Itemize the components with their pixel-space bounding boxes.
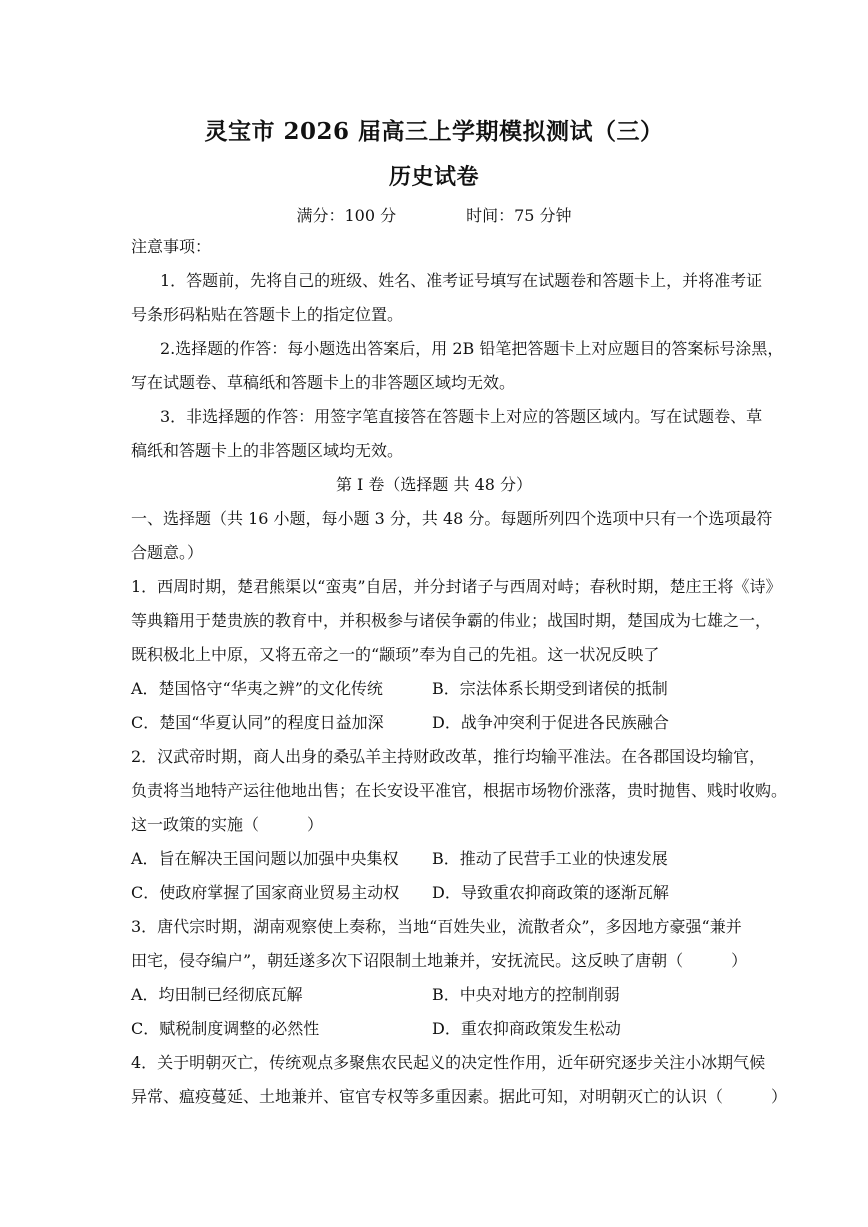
notice-line: 写在试题卷、草稿纸和答题卡上的非答题区域均无效。 <box>131 373 516 392</box>
notice-line: 1．答题前，先将自己的班级、姓名、准考证号填写在试题卷和答题卡上，并将准考证 <box>160 271 763 290</box>
option-b: B．宗法体系长期受到诸侯的抵制 <box>432 679 668 698</box>
exam-title: 灵宝市 2026 届高三上学期模拟测试（三） <box>204 118 664 145</box>
question-stem: 4．关于明朝灭亡，传统观点多聚焦农民起义的决定性作用，近年研究逐步关注小冰期气候 <box>131 1053 766 1072</box>
option-d: D．导致重农抑商政策的逐渐瓦解 <box>432 883 669 902</box>
exam-time: 时间：75 分钟 <box>466 206 572 225</box>
section-title: 第 I 卷（选择题 共 48 分） <box>335 475 533 494</box>
option-b: B．中央对地方的控制削弱 <box>432 985 620 1004</box>
option-b: B．推动了民营手工业的快速发展 <box>432 849 668 868</box>
notice-line: 2.选择题的作答：每小题选出答案后，用 2B 铅笔把答题卡上对应题目的答案标号涂黑， <box>160 339 784 358</box>
subject-title: 历史试卷 <box>388 164 479 190</box>
option-d: D．重农抑商政策发生松动 <box>432 1019 621 1038</box>
question-stem: 1．西周时期，楚君熊渠以“蛮夷”自居，并分封诸子与西周对峙；春秋时期，楚庄王将《诗》 <box>131 577 782 596</box>
option-a: A．楚国恪守“华夷之辨”的文化传统 <box>131 679 383 698</box>
section-instructions: 一、选择题（共 16 小题，每小题 3 分，共 48 分。每题所列四个选项中只有一个选项最符 <box>131 509 773 528</box>
question-stem: 2．汉武帝时期，商人出身的桑弘羊主持财政改革，推行均输平准法。在各郡国设均输官， <box>131 747 766 766</box>
notice-line: 稿纸和答题卡上的非答题区域均无效。 <box>131 441 404 460</box>
question-stem: 3．唐代宗时期，湖南观察使上奏称，当地“百姓失业，流散者众”，多因地方豪强“兼并 <box>131 917 742 936</box>
notice-line: 号条形码粘贴在答题卡上的指定位置。 <box>131 305 404 324</box>
question-stem: 异常、瘟疫蔓延、土地兼并、宦官专权等多重因素。据此可知，对明朝灭亡的认识（ ） <box>131 1087 788 1106</box>
option-c: C．赋税制度调整的必然性 <box>131 1019 320 1038</box>
full-score: 满分：100 分 <box>296 206 397 225</box>
option-d: D．战争冲突利于促进各民族融合 <box>432 713 669 732</box>
option-a: A．旨在解决王国问题以加强中央集权 <box>131 849 399 868</box>
question-stem: 既积极北上中原，又将五帝之一的“颛顼”奉为自己的先祖。这一状况反映了 <box>131 645 660 664</box>
notice-heading: 注意事项： <box>131 237 212 256</box>
option-a: A．均田制已经彻底瓦解 <box>131 985 303 1004</box>
question-stem: 这一政策的实施（ ） <box>131 815 324 834</box>
option-c: C．楚国“华夏认同”的程度日益加深 <box>131 713 384 732</box>
question-stem: 负责将当地特产运往他地出售；在长安设平准官，根据市场物价涨落，贵时抛售、贱时收购。 <box>131 781 788 800</box>
question-stem: 田宅，侵夺编户”，朝廷遂多次下诏限制土地兼并，安抚流民。这反映了唐朝（ ） <box>131 951 748 970</box>
notice-line: 3．非选择题的作答：用签字笔直接答在答题卡上对应的答题区域内。写在试题卷、草 <box>160 407 763 426</box>
section-instructions: 合题意。） <box>131 543 204 562</box>
exam-meta <box>0 203 868 226</box>
option-c: C．使政府掌握了国家商业贸易主动权 <box>131 883 400 902</box>
question-stem: 等典籍用于楚贵族的教育中，并积极参与诸侯争霸的伟业；战国时期，楚国成为七雄之一， <box>131 611 772 630</box>
